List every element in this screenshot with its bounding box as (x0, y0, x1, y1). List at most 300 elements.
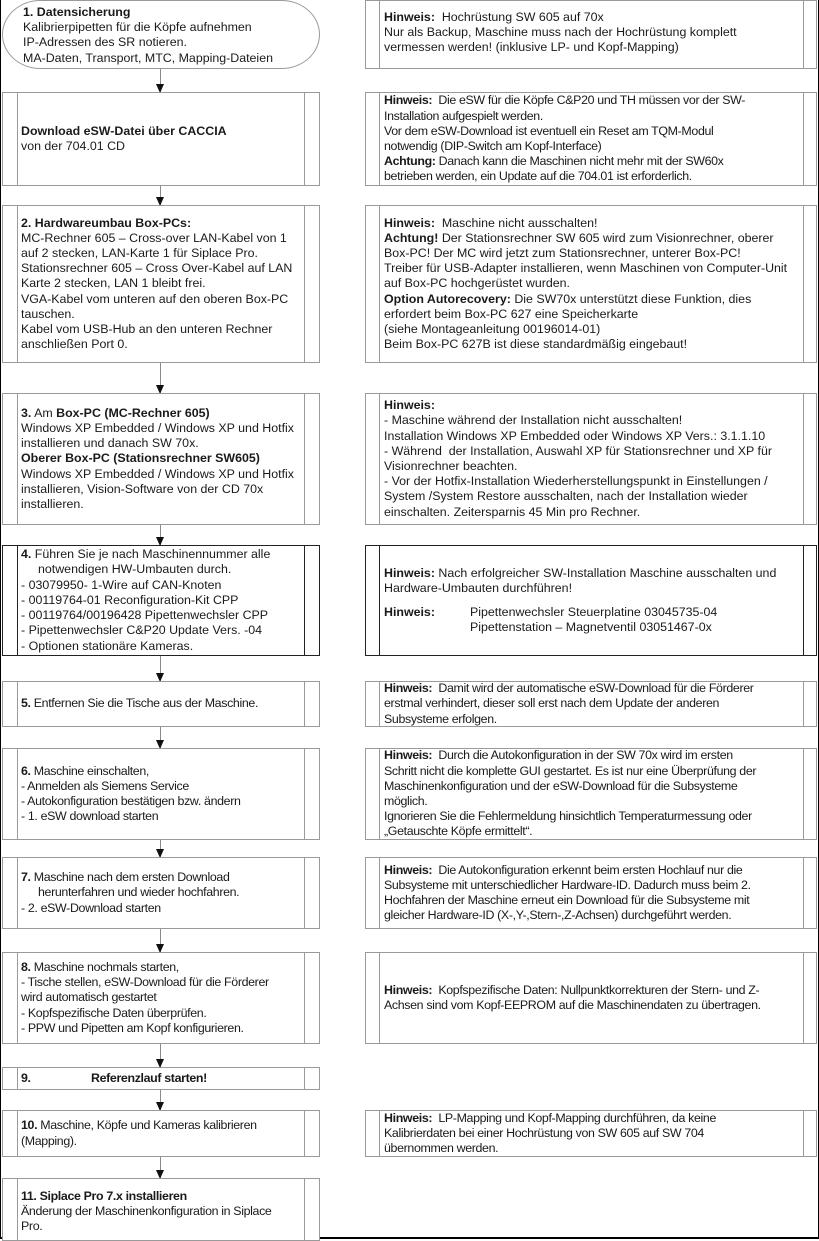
text-line (384, 863, 800, 878)
line-text: (siehe Montageanleitung 00196014-01) (384, 322, 601, 336)
line-text: Damit wird der automatische eSW-Download für die Förderer (432, 681, 754, 696)
text-line (384, 231, 800, 246)
bold-label: Hinweis: (384, 862, 433, 877)
text-line (21, 1204, 301, 1219)
line-text: Die SW70x unterstützt diese Funktion, dies (510, 291, 752, 306)
text-line (21, 779, 301, 794)
text-line (384, 824, 800, 839)
text-line (21, 261, 301, 276)
line-text: notwendigen HW-Umbauten durch. (38, 562, 232, 577)
text-line (21, 639, 301, 654)
note-box-3 (365, 205, 817, 363)
line-text: Windows XP Embedded / Windows XP und Hotfix (21, 420, 294, 435)
box-inner-border (304, 1068, 305, 1089)
text-line (384, 764, 800, 779)
bold-label: Hinweis: (384, 10, 435, 24)
line-text: Subsysteme mit unterschiedlicher Hardware-ID. Dadurch muss beim 2. (384, 877, 751, 892)
text-line (384, 459, 800, 474)
line-text: Führen Sie je nach Maschinennummer alle (31, 547, 271, 562)
line-text: - Autokonfiguration bestätigen bzw. ändern (21, 794, 241, 808)
line-text: - Maschine während der Installation nicht ausschalten! (384, 413, 683, 428)
text-line (21, 623, 301, 638)
text-line (21, 124, 301, 139)
line-text: - 00119764/00196428 Pipettenwechsler CPP (21, 608, 269, 623)
step-box-10 (2, 1067, 320, 1090)
text-line (384, 1141, 800, 1156)
box-inner-border (17, 953, 18, 1043)
line-text: Kalibrierpipetten für die Köpfe aufnehmen (23, 20, 252, 35)
text-line (21, 578, 301, 593)
box-inner-border (379, 1111, 380, 1156)
step-box-1 (2, 0, 320, 69)
note-box-4 (365, 393, 817, 525)
text-line (21, 593, 301, 608)
line-text: Hardware-Umbauten durchführen! (384, 581, 573, 596)
text-line (384, 93, 800, 108)
line-text: wird automatisch gestartet (21, 990, 157, 1005)
note-box-11 (365, 1110, 817, 1157)
text-line (384, 124, 800, 139)
text-line (384, 139, 800, 154)
step-box-3 (2, 205, 320, 363)
bold-label: Hinweis: (384, 982, 433, 997)
line-text: „Getauschte Köpfe ermittelt“. (384, 824, 533, 839)
text-line (21, 231, 301, 246)
text-line (384, 474, 800, 489)
box-inner-border (17, 206, 18, 362)
note-box-8 (365, 857, 817, 929)
text-line (21, 696, 301, 711)
bold-label: 4. (21, 547, 32, 562)
flow-arrow-icon (160, 525, 161, 545)
box-inner-border (803, 1111, 804, 1156)
text-line (21, 901, 301, 916)
box-content (384, 1111, 800, 1156)
box-inner-border (803, 394, 804, 524)
bold-label: 7. (21, 870, 31, 885)
box-inner-border (304, 206, 305, 362)
step-box-6 (2, 681, 320, 727)
text-line (384, 276, 800, 291)
text-line (23, 51, 301, 66)
step-title (21, 1071, 301, 1086)
line-text: Installation aufgespielt werden. (384, 108, 543, 123)
line-text: - Anmelden als Siemens Service (21, 778, 189, 793)
text-line (384, 154, 800, 169)
text-line (384, 566, 800, 581)
text-line (23, 5, 301, 20)
box-content (21, 394, 301, 524)
bold-label: 5. (21, 696, 31, 711)
bold-label: Box-PC (MC-Rechner 605) (56, 405, 210, 420)
box-inner-border (304, 546, 305, 655)
box-inner-border (17, 546, 18, 655)
bold-label: 8. (21, 959, 31, 974)
text-line (384, 489, 800, 504)
flow-arrow-icon (160, 69, 161, 92)
box-inner-border (803, 546, 804, 655)
line-text: Beim Box-PC 627B ist diese standardmäßig eingebaut! (384, 337, 688, 352)
text-line (21, 960, 301, 975)
note-box-5 (365, 545, 817, 656)
line-text: Installation Windows XP Embedded oder Windows XP Vers.: 3.1.1.10 (384, 428, 766, 443)
box-inner-border (803, 1, 804, 68)
flow-arrow-icon (160, 840, 161, 857)
box-content (384, 953, 800, 1043)
line-text: Maschine nach dem ersten Download (30, 870, 230, 885)
box-inner-border (379, 749, 380, 839)
line-text: - 1. eSW download starten (21, 809, 159, 824)
line-text: herunterfahren und wieder hochfahren. (38, 885, 240, 900)
box-inner-border (304, 93, 305, 185)
text-line (21, 1006, 301, 1021)
box-inner-border (17, 858, 18, 928)
flow-arrow-icon (160, 1090, 161, 1110)
box-inner-border (803, 858, 804, 928)
line-text: VGA-Kabel vom unteren auf den oberen Box-PC (21, 291, 289, 306)
line-text: Entfernen Sie die Tische aus der Maschine. (30, 696, 259, 711)
bold-label: Hinweis: (384, 566, 435, 581)
text-line (21, 216, 301, 231)
step-box-4 (2, 393, 320, 525)
box-content (384, 394, 800, 524)
box-inner-border (379, 394, 380, 524)
line-text: - 00119764-01 Reconfiguration-Kit CPP (21, 592, 239, 607)
line-text: vermessen werden! (inklusive LP- und Kopf-Mapping) (384, 40, 679, 55)
bold-label: 2. Hardwareumbau Box-PCs: (21, 215, 192, 230)
box-inner-border (17, 394, 18, 524)
line-text: Pro. (21, 1219, 43, 1234)
line-text: Durch die Autokonfiguration in der SW 70x wird im ersten (432, 748, 733, 763)
hint-text: Pipettenwechsler Steuerplatine 03045735-04 (470, 604, 718, 619)
text-line (21, 322, 301, 337)
text-line (384, 169, 800, 184)
line-text: Box-PC! Der MC wird jetzt zum Stationsrechner, unterer Box-PC! (384, 245, 741, 260)
line-text: - PPW und Pipetten am Kopf konfigurieren. (21, 1020, 244, 1035)
text-line (21, 1134, 301, 1149)
text-line (384, 809, 800, 824)
line-text: Kalibrierdaten bei einer Hochrüstung von SW 605 auf SW 704 (384, 1125, 704, 1140)
line-text: Hochrüstung SW 605 auf 70x (434, 10, 604, 24)
bold-label: Achtung! (384, 230, 439, 245)
text-line (384, 1111, 800, 1126)
box-inner-border (379, 858, 380, 928)
line-text: - Tische stellen, eSW-Download für die Förderer (21, 975, 269, 990)
line-text: MA-Daten, Transport, MTC, Mapping-Dateien (23, 50, 273, 65)
box-inner-border (803, 682, 804, 726)
line-text: Maschinenkonfiguration und der eSW-Download für die Subsysteme (384, 778, 738, 793)
text-line (21, 764, 301, 779)
hint-label (384, 620, 470, 635)
bold-label: 10. (21, 1118, 38, 1133)
line-text: Maschine nochmals starten, (30, 959, 179, 974)
bold-label: Achtung: (384, 154, 436, 169)
line-text: Nach erfolgreicher SW-Installation Maschine ausschalten und (434, 566, 777, 581)
line-text: - 03079950- 1-Wire auf CAN-Knoten (21, 577, 222, 592)
line-text: Schritt nicht die komplette GUI gestartet. Es ist nur eine Überprüfung der (384, 763, 757, 778)
box-content (21, 206, 301, 362)
line-text: Hochfahren der Maschine erneut ein Download für die Subsysteme mit (384, 893, 750, 907)
text-line (384, 292, 800, 307)
line-text: Stationsrechner 605 – Cross Over-Kabel auf LAN (21, 261, 293, 276)
note-box-2 (365, 92, 817, 186)
line-text: anschließen Port 0. (21, 337, 128, 352)
text-line (21, 1189, 301, 1204)
text-line (21, 436, 301, 451)
box-content (21, 682, 301, 726)
box-content (384, 858, 800, 928)
line-text: erstmal verhindert, dieser soll erst nach dem Update der anderen (384, 696, 720, 711)
line-text: erfordert beim Box-PC 627 eine Speicherkarte (384, 306, 639, 321)
line-text: - Vor der Hotfix-Installation Wiederherstellungspunkt in Einstellungen / (384, 474, 768, 489)
text-line (384, 794, 800, 809)
line-text: betrieben werden, ein Update auf die 704.01 ist erforderlich. (384, 169, 692, 184)
box-inner-border (17, 749, 18, 839)
box-content (21, 1111, 301, 1156)
box-content (384, 206, 800, 362)
line-text: - 2. eSW-Download starten (21, 900, 161, 915)
box-inner-border (803, 93, 804, 185)
line-text: System /System Restore ausschalten, nach der Installation wieder (384, 489, 748, 504)
text-line (21, 467, 301, 482)
line-text: Am (31, 405, 57, 420)
flow-arrow-icon (160, 1044, 161, 1067)
line-text: MC-Rechner 605 – Cross-over LAN-Kabel von 1 (21, 230, 287, 245)
flow-arrow-icon (160, 656, 161, 681)
step-box-2 (2, 92, 320, 186)
text-line (384, 581, 800, 596)
step-box-8 (2, 857, 320, 929)
bold-label: 1. Datensicherung (23, 5, 131, 19)
text-line (21, 809, 301, 824)
text-line (384, 748, 800, 763)
line-text: (Mapping). (21, 1133, 77, 1148)
text-line (384, 322, 800, 337)
line-text: installieren, Vision-Software von der CD 70x (21, 481, 264, 496)
text-line (21, 562, 301, 577)
text-line (384, 893, 800, 908)
line-text: Karte 2 stecken, LAN 1 bleibt frei. (21, 276, 206, 291)
box-inner-border (379, 682, 380, 726)
bold-label: Hinweis: (384, 398, 435, 413)
text-line (21, 406, 301, 421)
line-text: notwendig (DIP-Switch am Kopf-Interface) (384, 139, 602, 153)
step-number: 9. (21, 1070, 31, 1085)
text-line (384, 1126, 800, 1141)
flow-arrow-icon (160, 186, 161, 205)
box-inner-border (379, 546, 380, 655)
bold-label: 6. (21, 763, 31, 778)
hint-label: Hinweis: (384, 604, 435, 619)
box-inner-border (304, 953, 305, 1043)
line-text: LP-Mapping und Kopf-Mapping durchführen, da keine (432, 1110, 717, 1125)
step-box-11 (2, 1110, 320, 1157)
line-text: IP-Adressen des SR notieren. (23, 35, 187, 50)
box-inner-border (304, 394, 305, 524)
line-text: - Optionen stationäre Kameras. (21, 638, 194, 653)
bold-label: Hinweis: (384, 681, 433, 696)
box-content (21, 1179, 301, 1240)
box-content (21, 858, 301, 928)
line-text: Maschine, Köpfe und Kameras kalibrieren (37, 1118, 257, 1133)
hint-row (384, 620, 800, 635)
text-line (21, 292, 301, 307)
box-inner-border (379, 953, 380, 1043)
flow-arrow-icon (160, 1157, 161, 1178)
line-text: auf Box-PC hochgerüstet wurden. (384, 276, 570, 291)
box-content (384, 93, 800, 185)
box-inner-border (304, 1111, 305, 1156)
box-content (384, 749, 800, 839)
bold-label: Hinweis: (384, 1110, 433, 1125)
text-line (384, 246, 800, 261)
line-text: Der Stationsrechner SW 605 wird zum Visionrechner, oberer (438, 230, 774, 245)
flow-arrow-icon (160, 929, 161, 952)
text-line (384, 261, 800, 276)
text-line (384, 398, 800, 413)
text-line (384, 25, 800, 40)
text-line (384, 10, 800, 25)
step-box-12 (2, 1178, 320, 1241)
line-text: Visionrechner beachten. (384, 459, 518, 473)
box-inner-border (17, 1111, 18, 1156)
line-text: gleicher Hardware-ID (X-,Y-,Stern-,Z-Achsen) durchgeführt werden. (384, 908, 732, 923)
line-text: Maschine einschalten, (30, 763, 149, 778)
text-line (21, 307, 301, 322)
bold-label: Download eSW-Datei über CACCIA (21, 123, 227, 138)
line-text: übernommen werden. (384, 1141, 499, 1156)
box-inner-border (803, 749, 804, 839)
line-text: Nur als Backup, Maschine muss nach der Hochrüstung komplett (384, 25, 737, 40)
text-line (384, 696, 800, 711)
box-content (384, 682, 800, 726)
line-text: - Pipettenwechsler C&P20 Update Vers. -04 (21, 623, 263, 638)
bold-label: Option Autorecovery: (384, 291, 511, 306)
flow-arrow-icon (160, 727, 161, 748)
line-text: Windows XP Embedded / Windows XP und Hotfix (21, 466, 294, 481)
text-line (21, 547, 301, 562)
bold-label: 3. (21, 405, 32, 420)
box-inner-border (304, 1179, 305, 1240)
line-text: Die Autokonfiguration erkennt beim ersten Hochlauf nur die (432, 862, 743, 877)
box-inner-border (17, 93, 18, 185)
text-line (384, 998, 800, 1013)
text-line (384, 429, 800, 444)
hint-row (384, 605, 800, 620)
line-text: - Während der Installation, Auswahl XP für Stationsrechner und XP für (384, 443, 772, 458)
box-content (384, 1, 800, 68)
text-line (21, 1219, 301, 1234)
text-line (21, 276, 301, 291)
box-content (21, 953, 301, 1043)
text-line (384, 337, 800, 352)
text-line (384, 505, 800, 520)
line-text: installieren. (21, 497, 84, 511)
line-text: Maschine nicht ausschalten! (434, 215, 598, 230)
note-box-7 (365, 748, 817, 840)
text-line (23, 35, 301, 50)
text-line (384, 983, 800, 998)
line-text: Kopfspezifische Daten: Nullpunktkorrekturen der Stern- und Z- (432, 982, 760, 997)
box-inner-border (304, 858, 305, 928)
box-inner-border (17, 682, 18, 726)
box-content (21, 749, 301, 839)
line-text: tauschen. (21, 306, 75, 321)
line-text: Änderung der Maschinenkonfiguration in Siplace (21, 1204, 272, 1219)
line-text: installieren und danach SW 70x. (21, 436, 199, 451)
line-text: Kabel vom USB-Hub an den unteren Rechner (21, 322, 273, 336)
text-line (384, 40, 800, 55)
step-box-9 (2, 952, 320, 1044)
box-inner-border (803, 953, 804, 1043)
note-box-1 (365, 0, 817, 69)
text-line (21, 975, 301, 990)
box-content (21, 546, 301, 655)
text-line (21, 337, 301, 352)
text-line (384, 681, 800, 696)
line-text: Die eSW für die Köpfe C&P20 und TH müssen vor der SW- (432, 93, 746, 108)
box-inner-border (17, 1068, 18, 1089)
box-content (21, 93, 301, 185)
flow-arrow-icon (160, 363, 161, 393)
box-inner-border (803, 206, 804, 362)
text-line (21, 497, 301, 512)
spacer (384, 597, 800, 605)
step-box-5 (2, 545, 320, 656)
line-text: Vor dem eSW-Download ist eventuell ein Reset am TQM-Modul (384, 123, 714, 138)
text-line (21, 451, 301, 466)
text-line (21, 482, 301, 497)
box-content (23, 1, 301, 68)
line-text: Danach kann die Maschinen nicht mehr mit der SW60x (435, 154, 724, 169)
box-inner-border (379, 1, 380, 68)
line-text: auf 2 stecken, LAN-Karte 1 für Siplace Pro. (21, 245, 258, 260)
text-line (384, 216, 800, 231)
note-box-9 (365, 952, 817, 1044)
text-line (384, 908, 800, 923)
text-line (384, 109, 800, 124)
box-inner-border (304, 749, 305, 839)
line-text: Treiber für USB-Adapter installieren, wenn Maschinen von Computer-Unit (384, 261, 788, 276)
box-content (21, 1068, 301, 1089)
text-line (21, 139, 301, 154)
step-title-text: Referenzlauf starten! (91, 1070, 207, 1085)
line-text: - Kopfspezifische Daten überprüfen. (21, 1005, 207, 1020)
text-line (384, 878, 800, 893)
text-line (21, 421, 301, 436)
text-line (21, 1118, 301, 1133)
note-box-6 (365, 681, 817, 727)
line-text: Achsen sind vom Kopf-EEPROM auf die Maschinendaten zu übertragen. (384, 998, 761, 1012)
line-text: möglich. (384, 794, 428, 808)
text-line (384, 444, 800, 459)
text-line (384, 307, 800, 322)
text-line (21, 794, 301, 809)
text-line (384, 712, 800, 727)
line-text: Ignorieren Sie die Fehlermeldung hinsichtlich Temperaturmessung oder (384, 809, 752, 824)
line-text: von der 704.01 CD (21, 139, 126, 153)
line-text: einschalten. Zeitersparnis 45 Min pro Rechner. (384, 504, 641, 519)
box-inner-border (379, 93, 380, 185)
bold-label: Hinweis: (384, 215, 435, 230)
bold-label: Oberer Box-PC (Stationsrechner SW605) (21, 451, 260, 466)
text-line (21, 608, 301, 623)
box-inner-border (379, 206, 380, 362)
text-line (21, 1021, 301, 1036)
line-text: Subsysteme erfolgen. (384, 711, 497, 726)
box-inner-border (17, 1179, 18, 1240)
box-content (384, 546, 800, 655)
